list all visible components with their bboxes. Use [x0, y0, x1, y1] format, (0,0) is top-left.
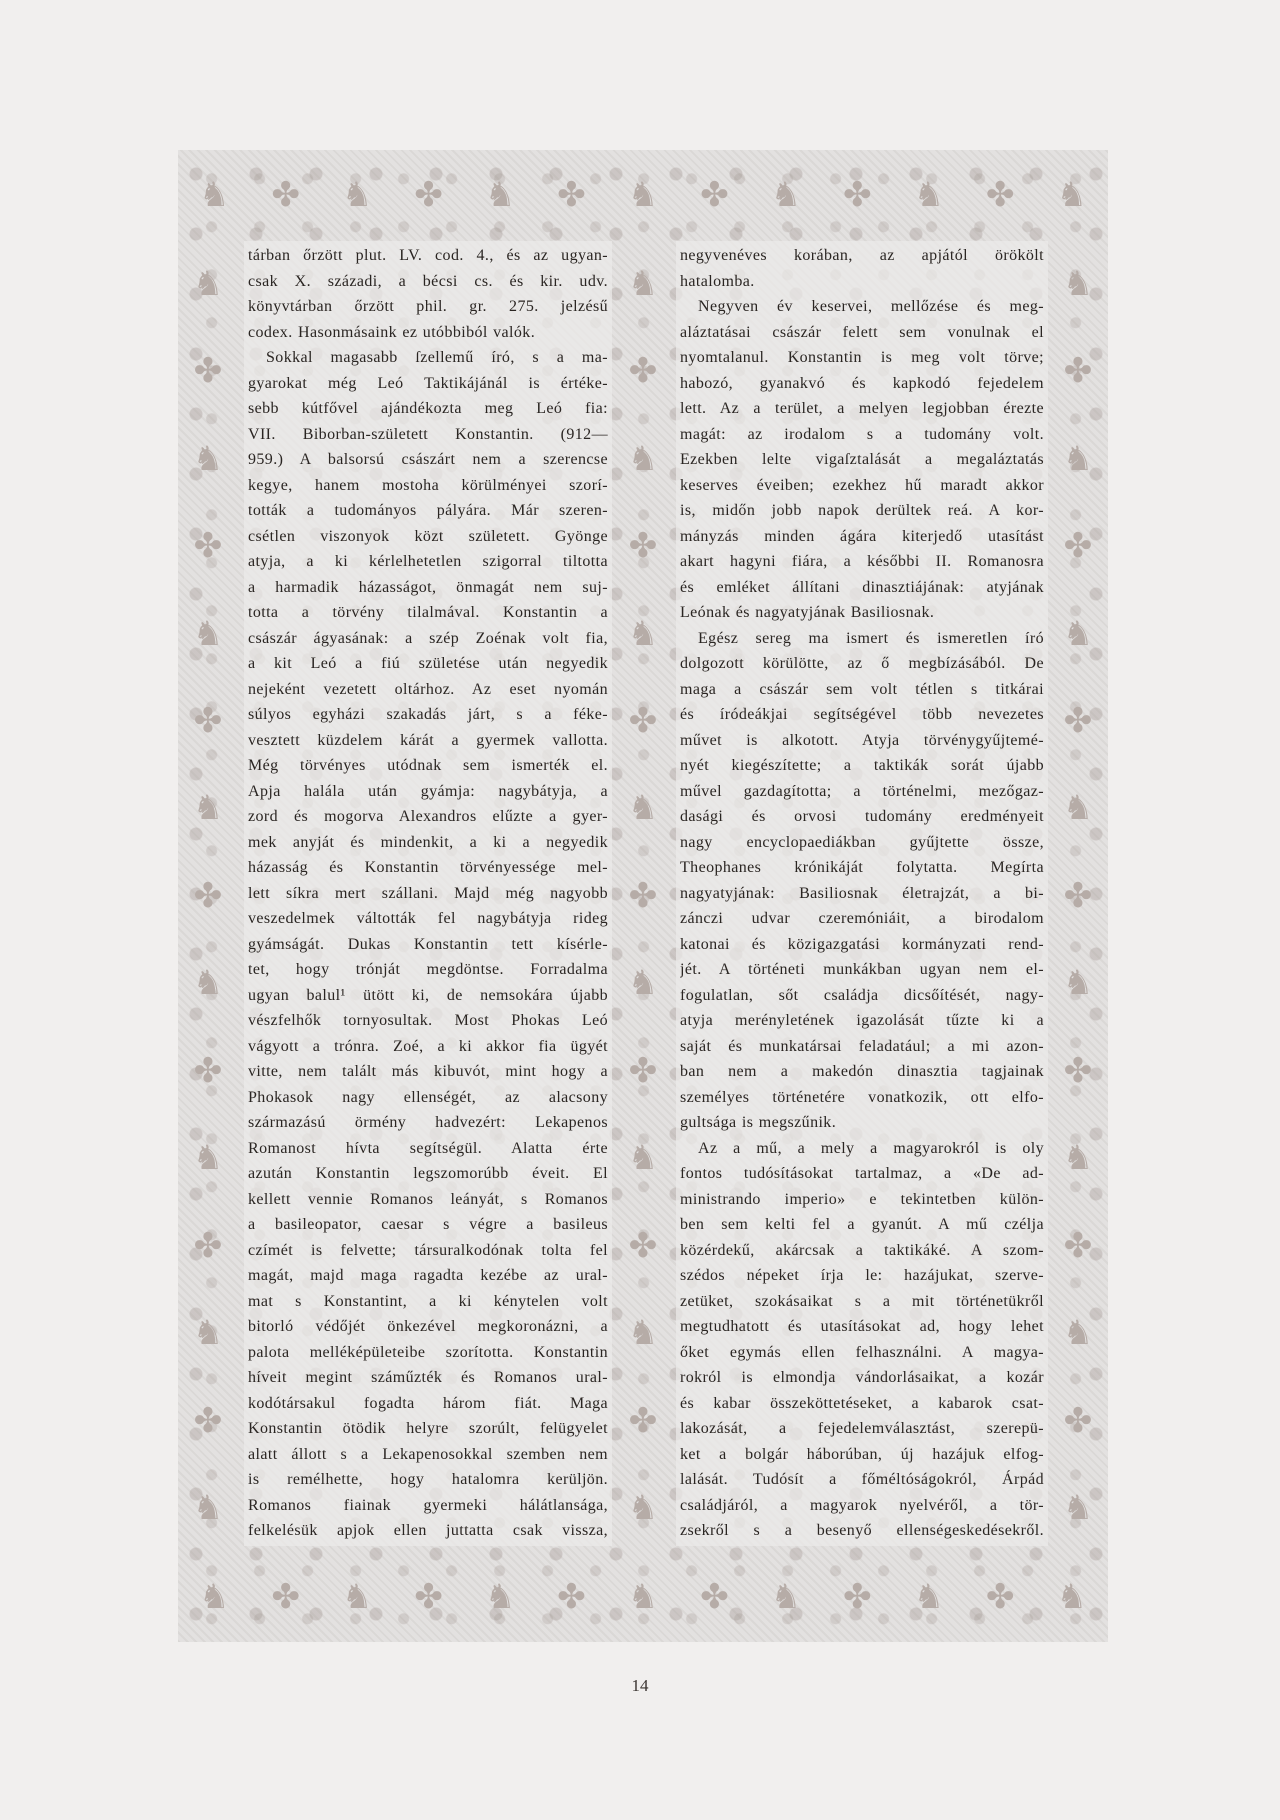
text-line: gyarokat még Leó Taktikájánál is értéke-	[248, 374, 608, 392]
text-line: a kit Leó a fiú születése után negyedik	[248, 655, 608, 672]
text-line: kodótársakul fogadta három fiát. Maga	[248, 1394, 608, 1412]
horseman-icon: ♞	[192, 963, 224, 1004]
horseman-icon: ♞	[770, 1577, 802, 1617]
horseman-icon: ♞	[627, 1488, 659, 1529]
horseman-icon: ♞	[627, 1577, 659, 1617]
rosette-icon: ✤	[628, 700, 658, 741]
text-line: ban nem a makedón dinasztia tagjainak	[680, 1063, 1044, 1080]
decorative-horseman-band-bottom	[178, 1552, 1108, 1642]
text-line: nyét kiegészítette; a taktikák sorát újabb	[680, 757, 1044, 774]
text-line: VII. Biborban-született Konstantin. (912—	[248, 425, 608, 443]
rosette-icon: ✤	[628, 351, 658, 392]
text-line: megtudhatott és utasításokat ad, hogy lehet	[680, 1318, 1044, 1335]
text-line: nagyatyjának: Basiliosnak életrajzát, a bi-	[680, 884, 1044, 902]
text-line: a basileopator, caesar s végre a basileus	[248, 1216, 608, 1233]
text-line: személyes történetére vonatkozik, ott elfo-	[680, 1088, 1044, 1106]
horseman-icon: ♞	[1062, 788, 1094, 829]
rosette-icon: ✤	[628, 526, 658, 567]
horseman-icon: ♞	[192, 1138, 224, 1179]
text-line: totta a törvény tilalmával. Konstantin a	[248, 604, 608, 621]
horseman-icon: ♞	[1062, 1313, 1094, 1354]
text-line: Romanos fiainak gyermeki hálátlansága,	[248, 1496, 608, 1514]
horseman-icon: ♞	[484, 175, 516, 215]
text-line: csétlen viszonyok közt született. Gyönge	[248, 527, 608, 545]
horseman-icon: ♞	[627, 263, 659, 304]
horseman-icon: ♞	[913, 175, 945, 215]
text-line: zord és mogorva Alexandros elűzte a gyer-	[248, 808, 608, 825]
rosette-icon: ✤	[843, 175, 872, 215]
text-line: Sokkal magasabb ſzellemű író, s a ma-	[266, 349, 608, 366]
text-line: rokról is elmondja vándorlásaikat, a kozár	[680, 1369, 1044, 1386]
horseman-icon: ♞	[627, 1313, 659, 1354]
rosette-icon: ✤	[193, 1400, 223, 1441]
rosette-icon: ✤	[628, 1050, 658, 1091]
text-line: aláztatásai császár felett sem vonulnak el	[680, 323, 1044, 341]
text-line: Leónak és nagyatyjának Basiliosnak.	[680, 604, 935, 621]
rosette-icon: ✤	[1063, 526, 1093, 567]
horseman-icon: ♞	[192, 1488, 224, 1529]
horseman-icon: ♞	[770, 175, 802, 215]
text-line: fogulatlan, sőt családja dicsőítését, nagy-	[680, 986, 1044, 1004]
text-line: ben sem kelti fel a gyanút. A mű czélja	[680, 1216, 1044, 1233]
horseman-icon: ♞	[627, 1138, 659, 1179]
rosette-icon: ✤	[271, 175, 300, 215]
text-line: lett. Az a terület, a melyen legjobban érezte	[680, 400, 1044, 417]
text-line: fontos tudósításokat tartalmaz, a «De ad-	[680, 1165, 1044, 1182]
text-line: codex. Hasonmásaink ez utóbbiból valók.	[248, 323, 536, 341]
decorative-horseman-band-top	[178, 150, 1108, 240]
rosette-icon: ✤	[193, 1050, 223, 1091]
horseman-icon: ♞	[192, 613, 224, 654]
text-line: saját és munkatársai feladatául; a mi azon-	[680, 1037, 1044, 1055]
text-line: czímét is felvette; társuralkodónak tolta fel	[248, 1241, 608, 1259]
text-line: vészfelhők tornyosultak. Most Phokas Leó	[248, 1012, 608, 1029]
horseman-icon: ♞	[627, 963, 659, 1004]
horseman-icon: ♞	[341, 1577, 373, 1617]
text-line: vesztett küzdelem kárát a gyermek vallotta.	[248, 731, 608, 749]
horseman-icon: ♞	[627, 438, 659, 479]
text-line: Romanost hívta segítségül. Alatta érte	[248, 1139, 608, 1157]
text-line: katonai és közigazgatási kormányzati rend-	[680, 935, 1044, 953]
text-line: Ezekben lelte vigaſztalását a megaláztatás	[680, 451, 1044, 468]
text-line: tet, hogy trónját megdöntse. Forradalma	[248, 961, 608, 978]
text-line: nagy encyclopaediákban gyűjtette össze,	[680, 833, 1044, 851]
text-line: keserves éveiben; ezekhez hű maradt akkor	[680, 476, 1044, 494]
text-line: Negyven év keservei, mellőzése és meg-	[698, 298, 1044, 315]
horseman-icon: ♞	[192, 438, 224, 479]
rosette-icon: ✤	[628, 1225, 658, 1266]
text-line: veszedelmek váltották fel nagybátyja rideg	[248, 910, 608, 927]
horseman-icon: ♞	[1056, 175, 1087, 215]
rosette-icon: ✤	[1063, 700, 1093, 741]
text-line: tották a tudományos pályára. Már szeren-	[248, 502, 608, 519]
text-line: jét. A történeti munkákban ugyan nem el-	[680, 961, 1044, 978]
horseman-icon: ♞	[198, 1577, 230, 1617]
text-line: ugyan balul¹ ütött ki, de nemsokára újabb	[248, 986, 608, 1004]
rosette-icon: ✤	[271, 1577, 300, 1617]
right-text-column	[676, 241, 1048, 1546]
horseman-icon: ♞	[1062, 438, 1094, 479]
text-line: Phokasok nagy ellenségét, az alacsony	[248, 1088, 608, 1106]
text-line: szédos népeket írja le: hazájukat, szerve-	[680, 1267, 1044, 1284]
rosette-icon: ✤	[414, 175, 443, 215]
text-line: sebb kútfővel ajándékozta meg Leó fia:	[248, 400, 608, 417]
text-line: Egész sereg ma ismert és ismeretlen író	[698, 629, 1044, 647]
text-line: mek anyját és mindenkit, a ki a negyedik	[248, 833, 608, 851]
horseman-icon: ♞	[192, 263, 224, 304]
text-line: könyvtárban őrzött phil. gr. 275. jelzésű	[248, 298, 608, 315]
text-line: és kabar összeköttetéseket, a kabarok csat-	[680, 1394, 1044, 1412]
rosette-icon: ✤	[1063, 1050, 1093, 1091]
text-line: híveit megint száműzték és Romanos ural-	[248, 1369, 608, 1386]
horseman-icon: ♞	[1062, 1138, 1094, 1179]
text-line: mányzás minden ágára kiterjedő utasítást	[680, 527, 1044, 545]
rosette-icon: ✤	[193, 700, 223, 741]
horseman-icon: ♞	[198, 175, 230, 215]
text-line: akart hagyni fiára, a későbbi II. Romanosra	[680, 553, 1044, 570]
text-line: családjáról, a magyarok nyelvéről, a tör-	[680, 1496, 1044, 1514]
text-line: atyja merényletének igazolását tűzte ki a	[680, 1012, 1044, 1029]
decorative-horseman-band-right	[1048, 240, 1108, 1552]
text-line: gultsága is megszűnik.	[680, 1114, 837, 1131]
text-line: lett síkra mert szállani. Majd még nagyobb	[248, 884, 608, 902]
rosette-icon: ✤	[700, 175, 729, 215]
horseman-icon: ♞	[1062, 963, 1094, 1004]
rosette-icon: ✤	[193, 526, 223, 567]
rosette-icon: ✤	[1063, 875, 1093, 916]
text-line: és emléket állítani dinasztiájának: atyjának	[680, 578, 1044, 596]
text-line: ket a bolgár háborúban, új hazájuk elfog-	[680, 1445, 1044, 1463]
text-line: kegye, hanem mostoha körülményei szorí-	[248, 476, 608, 494]
text-line: mat s Konstantint, a ki kénytelen volt	[248, 1292, 608, 1310]
rosette-icon: ✤	[414, 1577, 443, 1617]
horseman-icon: ♞	[192, 788, 224, 829]
rosette-icon: ✤	[843, 1577, 872, 1617]
text-line: nyomtalanul. Konstantin is meg volt törve;	[680, 349, 1044, 366]
text-line: lalását. Tudósít a főméltóságokról, Árpád	[680, 1471, 1044, 1488]
horseman-icon: ♞	[627, 175, 659, 215]
rosette-icon: ✤	[628, 1400, 658, 1441]
text-line: is remélhette, hogy hatalomra kerüljön.	[248, 1471, 608, 1488]
text-line: is, midőn jobb napok derültek reá. A kor-	[680, 502, 1044, 519]
rosette-icon: ✤	[1063, 351, 1093, 392]
rosette-icon: ✤	[1063, 1400, 1093, 1441]
text-line: a harmadik házasságot, önmagát nem suj-	[248, 578, 608, 596]
text-line: magát, majd maga ragadta kezébe az ural-	[248, 1267, 608, 1284]
text-line: zsekről s a besenyő ellenségeskedésekről.	[680, 1522, 1044, 1539]
text-line: művet is alkotott. Atyja törvénygyűjtemé-	[680, 731, 1044, 749]
text-line: vágyott a trónra. Zoé, a ki akkor fia ügyét	[248, 1037, 608, 1055]
horseman-icon: ♞	[1062, 1488, 1094, 1529]
horseman-icon: ♞	[192, 1313, 224, 1354]
text-line: művel gazdagította; a történelmi, mezőgaz-	[680, 782, 1044, 800]
horseman-icon: ♞	[627, 613, 659, 654]
text-line: magát: az irodalom s a tudomány volt.	[680, 425, 1044, 443]
text-line: negyvenéves korában, az apjától örökölt	[680, 247, 1044, 264]
text-line: súlyos egyházi szakadás járt, s a féke-	[248, 706, 608, 723]
rosette-icon: ✤	[557, 175, 586, 215]
text-line: bitorló védőjét önkezével megkoronázni, a	[248, 1318, 608, 1335]
text-line: ministrando imperio» e tekintetben külön-	[680, 1190, 1044, 1208]
horseman-icon: ♞	[484, 1577, 516, 1617]
rosette-icon: ✤	[193, 875, 223, 916]
rosette-icon: ✤	[986, 175, 1015, 215]
text-line: vitte, nem talált más kibuvót, mint hogy a	[248, 1063, 608, 1080]
rosette-icon: ✤	[628, 875, 658, 916]
text-line: házasság és Konstantin törvényessége mel-	[248, 859, 608, 876]
rosette-icon: ✤	[700, 1577, 729, 1617]
rosette-icon: ✤	[1063, 1225, 1093, 1266]
text-line: tárban őrzött plut. LV. cod. 4., és az ugyan-	[248, 247, 608, 264]
text-line: kellett vennie Romanos leányát, s Romanos	[248, 1190, 608, 1208]
text-line: felkelésük apjok ellen juttatta csak vissza,	[248, 1522, 608, 1539]
horseman-icon: ♞	[1062, 613, 1094, 654]
horseman-icon: ♞	[1062, 263, 1094, 304]
text-line: lakozását, a fejedelemválasztást, szerepü-	[680, 1420, 1044, 1437]
text-line: 959.) A balsorsú császárt nem a szerencse	[248, 451, 608, 468]
text-line: dasági és orvosi tudomány eredményeit	[680, 808, 1044, 825]
decorative-horseman-band-center	[614, 240, 672, 1552]
text-line: zetüket, szokásaikat s a mit történetükről	[680, 1292, 1044, 1310]
text-line: származású örmény hadvezért: Lekapenos	[248, 1114, 608, 1131]
text-line: gyámságát. Dukas Konstantin tett kísérle-	[248, 935, 608, 953]
text-line: azután Konstantin legszomorúbb éveit. El	[248, 1165, 608, 1182]
text-line: nejeként vezetett oltárhoz. Az eset nyomán	[248, 680, 608, 698]
rosette-icon: ✤	[193, 1225, 223, 1266]
horseman-icon: ♞	[341, 175, 373, 215]
text-line: zánczi udvar czeremóniáit, a birodalom	[680, 910, 1044, 927]
text-line: közérdekű, akárcsak a taktikáké. A szom-	[680, 1241, 1044, 1259]
text-line: atyja, a ki kérlelhetetlen szigorral tiltotta	[248, 553, 608, 570]
text-line: Az a mű, a mely a magyarokról is oly	[698, 1139, 1044, 1157]
text-line: maga a császár sem volt tétlen s titkárai	[680, 680, 1044, 698]
text-line: Konstantin ötödik helyre szorúlt, felügyelet	[248, 1420, 608, 1437]
text-line: hatalomba.	[680, 272, 755, 290]
text-line: csak X. századi, a bécsi cs. és kir. udv.	[248, 272, 608, 290]
text-line: Apja halála után gyámja: nagybátyja, a	[248, 782, 608, 800]
text-line: palota melléképületeibe szorította. Konstantin	[248, 1343, 608, 1361]
text-line: dolgozott körülötte, az ő megbízásából. De	[680, 655, 1044, 672]
rosette-icon: ✤	[557, 1577, 586, 1617]
horseman-icon: ♞	[627, 788, 659, 829]
text-line: és íródeákjai segítségével több nevezetes	[680, 706, 1044, 723]
text-line: Még törvényes utódnak sem ismerték el.	[248, 757, 608, 774]
horseman-icon: ♞	[913, 1577, 945, 1617]
rosette-icon: ✤	[986, 1577, 1015, 1617]
text-line: habozó, gyanakvó és kapkodó fejedelem	[680, 374, 1044, 392]
text-line: őket egymás ellen felhasználni. A magya-	[680, 1343, 1044, 1361]
decorative-horseman-band-left	[178, 240, 238, 1552]
rosette-icon: ✤	[193, 351, 223, 392]
left-text-column	[244, 241, 612, 1546]
page-number: 14	[631, 1676, 649, 1695]
text-line: császár ágyasának: a szép Zoénak volt fia,	[248, 629, 608, 647]
text-line: alatt állott s a Lekapenosokkal szemben nem	[248, 1445, 608, 1463]
horseman-icon: ♞	[1056, 1577, 1087, 1617]
text-line: Theophanes krónikáját folytatta. Megírta	[680, 859, 1044, 876]
